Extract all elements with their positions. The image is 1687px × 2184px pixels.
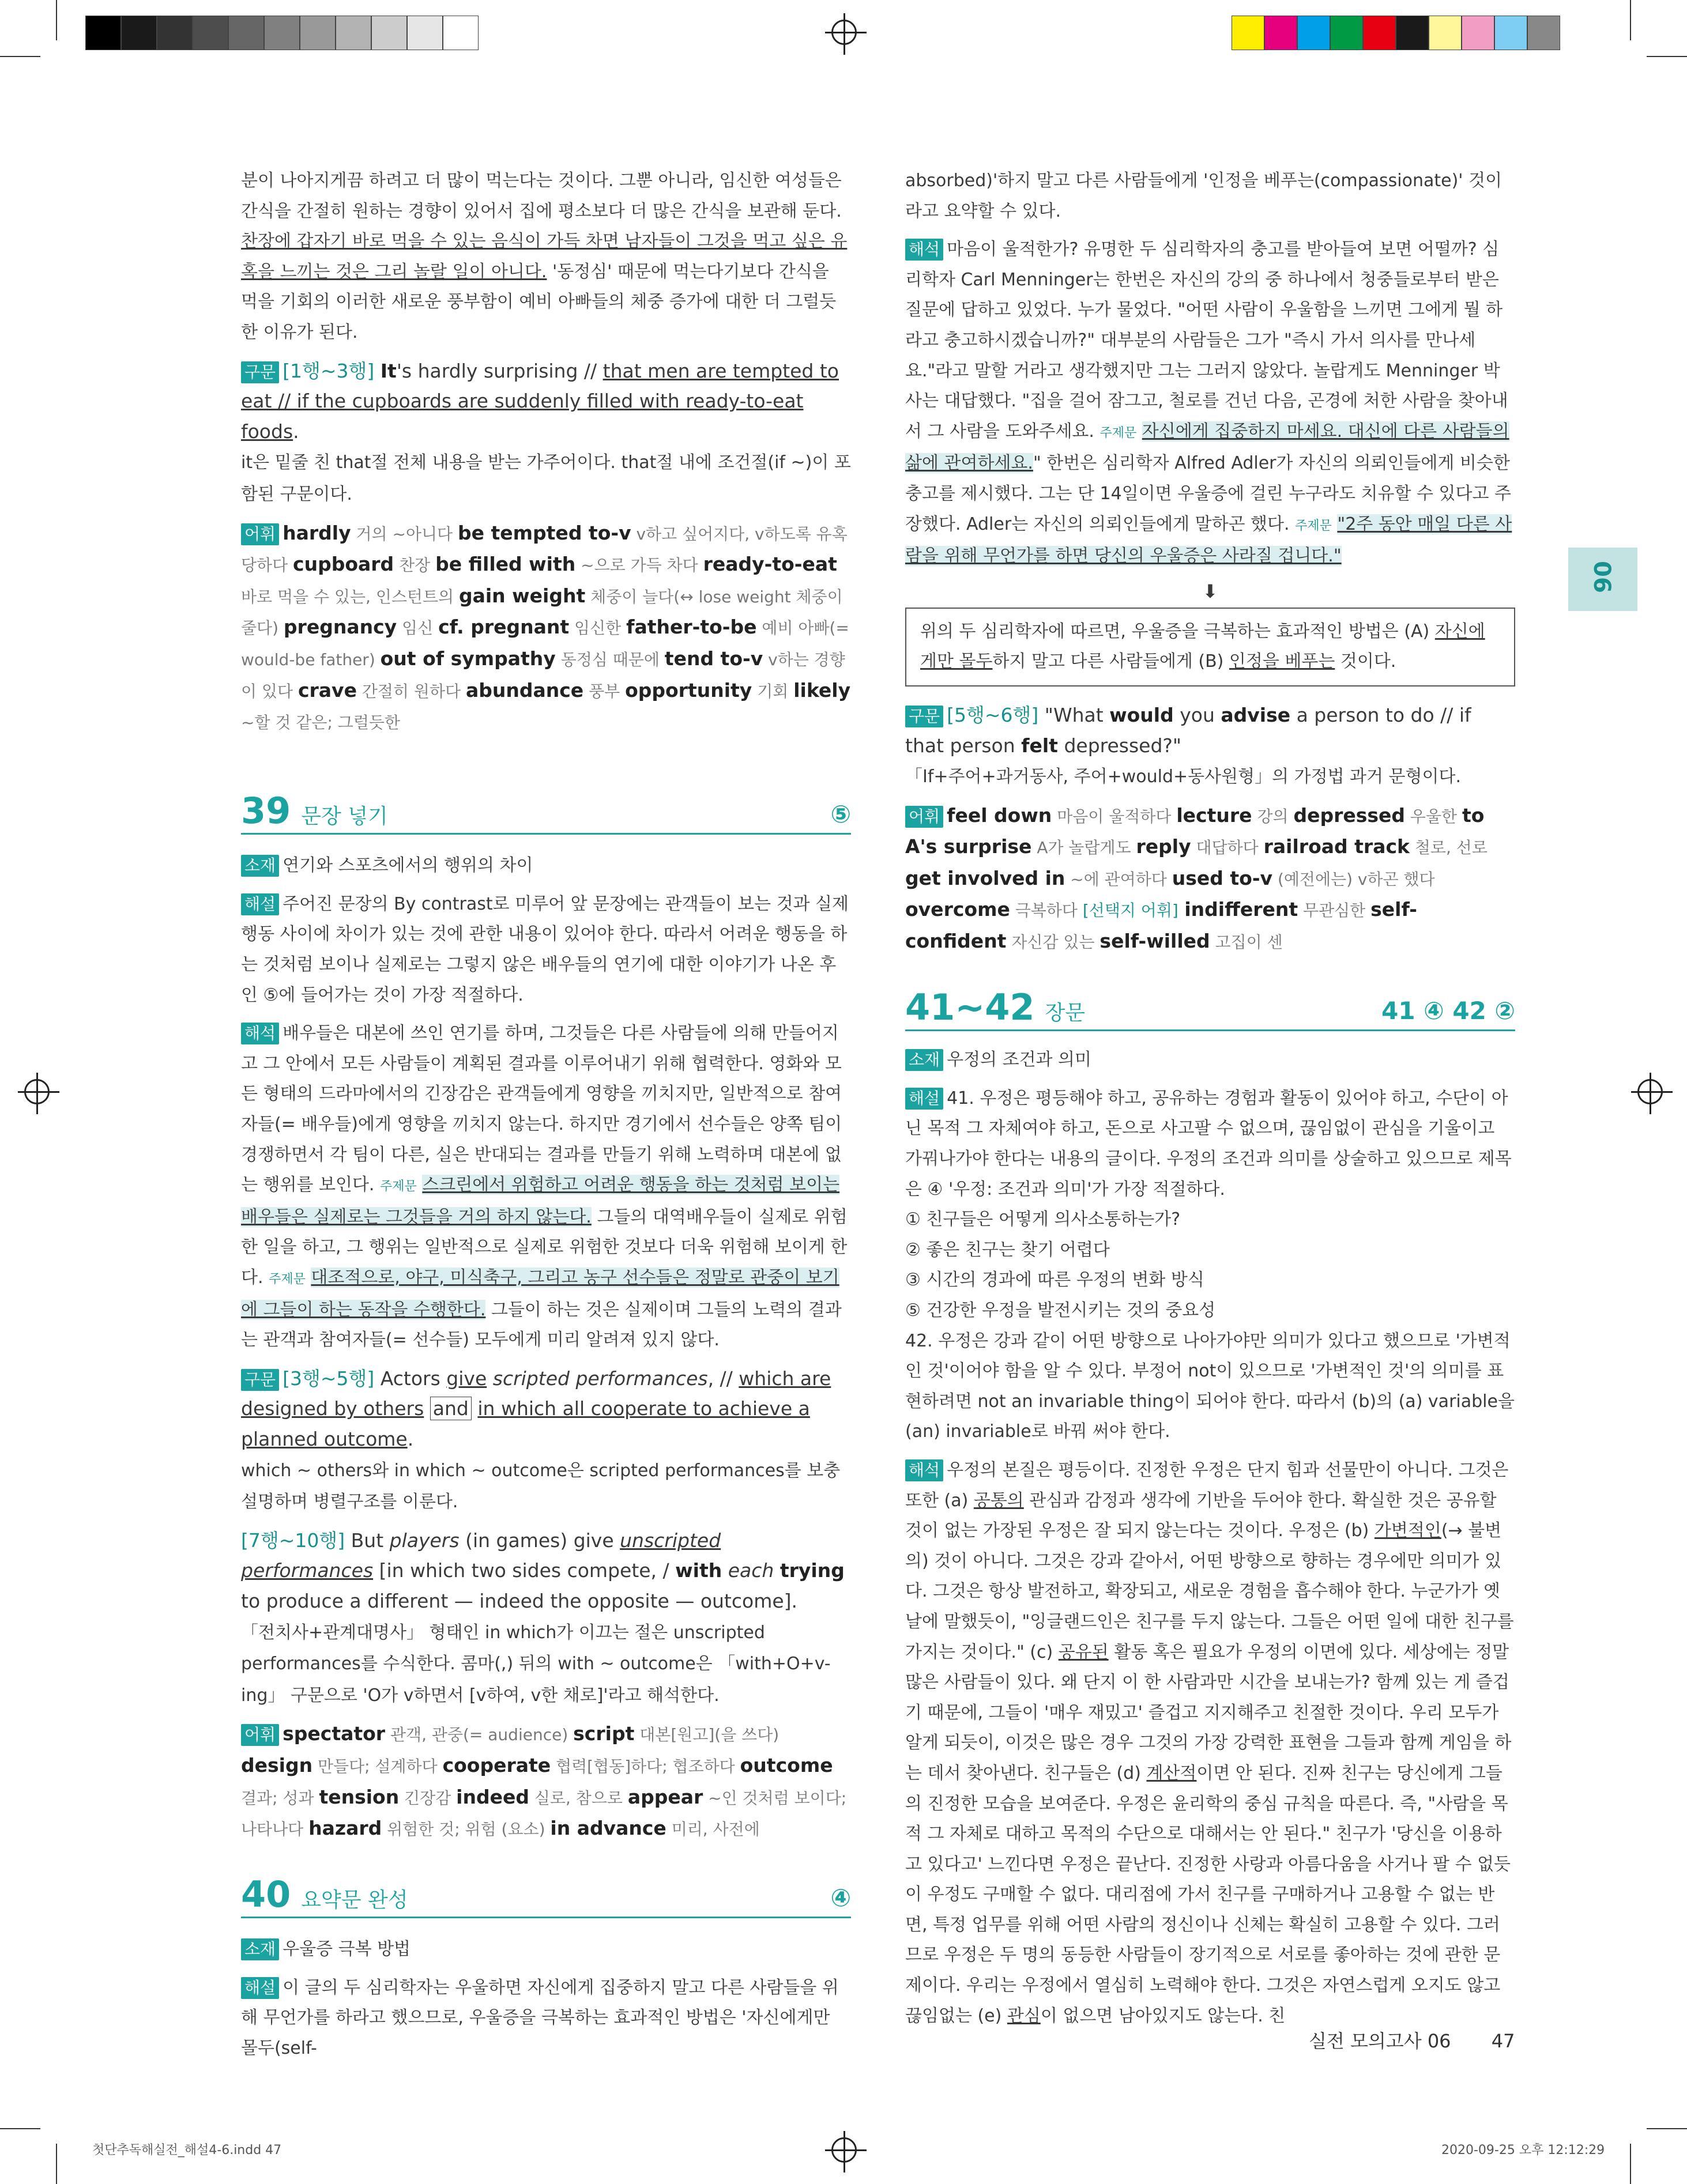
registration-mark-left-icon [24, 1079, 50, 1104]
color-swatch [1429, 16, 1462, 50]
right-column [905, 166, 1515, 2039]
book-title: 실전 모의고사 06 [1309, 2030, 1451, 2052]
vocab-40: 어휘 feel down 마음이 울적하다 lecture 강의 depressed 우울한 to A's surprise A가 놀랍게도 reply 대답하다 railroad track 철로, 선로 get involved in ~에 관여하다 used to-v (예전에는) v하곤 했다 overcome 극복하다 [선택지 어휘] indifferent 무관심한 self-confident 자신감 있는 self-willed 고집이 센 [905, 804, 1488, 953]
haeseol-42: 42. 우정은 강과 같이 어떤 방향으로 나아가야만 의미가 있다고 했으므로 '가변적인 것'이어야 함을 알 수 있다. 부정어 not이 있으므로 '가변적인 것'의 의미를 표현하려면 not an invariable thing이 되어야 한다. 따라서 (b)의 (a) variable을 (an) invariable로 바꿔 써야 한다. [905, 1330, 1515, 1442]
vocab-block [241, 518, 851, 738]
answer-41-42: 41 ④ 42 ② [1381, 996, 1515, 1025]
crop-mark [1630, 2144, 1631, 2184]
haeseol-40: 해설 이 글의 두 심리학자는 우울하면 자신에게 집중하지 말고 다른 사람들을 위해 무언가를 하라고 했으므로, 우울증을 극복하는 효과적인 방법은 '자신에게만 몰두(self- [241, 1977, 839, 2059]
gray-swatch [336, 16, 371, 50]
haeseok-41: 해석 우정의 본질은 평등이다. 진정한 우정은 단지 힘과 선물만이 아니다. 그것은 또한 (a) 공통의 관심과 감정과 생각에 기반을 두어야 한다. 확실한 것은 공유할 것이 없는 가장된 우정은 잘 되지 않는다는 것이다. 우정은 (b) 가변적인(→ 불변의) 것이 아니다. 그것은 강과 같아서, 어떤 방향으로 향하는 경우에만 의미가 있다. 그것은 항상 발전하고, 확장되고, 새로운 경험을 흡수해야 한다. 누군가가 옛날에 말했듯이, "잉글랜드인은 친구를 두지 않는다. 그들은 어떤 일에 대한 친구를 가지는 것이다." (c) 공유된 활동 혹은 필요가 우정의 이면에 있다. 세상에는 정말 많은 사람들이 있다. 왜 단지 이 한 사람과만 시간을 보내는가? 함께 있는 게 즐겁기 때문에, 그들이 '매우 재밌고' 즐겁고 지지해주고 친절한 것이다. 우리 모두가 알게 되듯이, 이것은 많은 경우 그것의 가장 강력한 표현을 그들과 함께 게임을 하는 데서 찾아낸다. 친구들은 (d) 계산적이면 안 된다. 진짜 친구는 당신에게 그들의 진정한 모습을 보여준다. 우정은 윤리학의 중심 규칙을 따른다. 즉, "사람을 목적 그 자체로 대하고 목적의 수단으로 대해서는 안 된다." 친구가 '당신을 이용하고 있다고' 느낀다면 우정은 끝난다. 진정한 사랑과 아름다움을 사거나 팔 수 없듯이 우정도 구매할 수 없다. 대리점에 가서 친구를 구매하거나 고용할 수 없는 반면, 특정 업무를 위해 어떤 사람의 정신이나 신체는 확실히 고용할 수 있다. 그러므로 우정은 두 명의 동등한 사람들이 장기적으로 서로를 좋아하는 것에 관한 문제이다. 우리는 우정에서 열심히 노력해야 한다. 그것은 자연스럽게 오지도 않고 끊임없는 (e) 관심이 없으면 남아있지도 않는다. 친 [905, 1459, 1514, 2026]
crop-mark [1647, 56, 1687, 57]
vocab-item: lecture 강의 [1176, 804, 1294, 827]
gray-swatch [300, 16, 336, 50]
vocab-item: design 만들다; 설계하다 [241, 1753, 443, 1776]
sojae-41: 소재 우정의 조건과 의미 [905, 1045, 1515, 1076]
answer-40: ④ [830, 1883, 851, 1912]
print-date: 2020-09-25 오후 12:12:29 [1441, 2143, 1605, 2157]
gumun-39-b: [7행~10행] But players (in games) give unscripted performances [in which two sides compete, / with each trying to produce a different — indeed the opposite — outcome]. 「전치사+관계대명사」 형태인 in which가 이끄는 절은 unscripted performances를 수식한다. 콤마(,) 뒤의 with ~ outcome은 「with+O+v-ing」 구문으로 'O가 v하면서 [v하여, v한 채로]'라고 해석한다. [241, 1529, 845, 1706]
side-tab-label: 06 [1588, 561, 1615, 593]
vocab-item: abundance 풍부 [465, 678, 626, 701]
summary-box: 위의 두 심리학자에 따르면, 우울증을 극복하는 효과적인 방법은 (A) 자신에게만 몰두하지 말고 다른 사람들에게 (B) 인정을 베푸는 것이다. [905, 608, 1515, 686]
question-40-header: 40 요약문 완성 ④ [241, 1880, 851, 1919]
registration-mark-right-icon [1637, 1079, 1663, 1104]
vocab-tag: 어휘 [241, 523, 279, 545]
option-item: ⑤ 건강한 우정을 발전시키는 것의 중요성 [905, 1300, 1216, 1321]
down-arrow-icon: ⬇ [1202, 580, 1218, 602]
haeseok-40: 해석 마음이 울적한가? 유명한 두 심리학자의 충고를 받아들여 보면 어떨까? 심리학자 Carl Menninger는 한번은 자신의 강의 중 하나에서 청중들로부터 받은 질문에 답하고 있었다. 누가 물었다. "어떤 사람이 우울함을 느끼면 그에게 뭘 하라고 충고하시겠습니까?" 대부분의 사람들은 그가 "즉시 가서 의사를 만나세요."라고 말할 거라고 생각했지만 그는 그러지 않았다. 놀랍게도 Menninger 박사는 대답했다. "집을 걸어 잠그고, 철로를 건넌 다음, 곤경에 처한 사람을 찾아내서 그 사람을 도와주세요. 주제문 자신에게 집중하지 마세요. 대신에 다른 사람들의 삶에 관여하세요." 한번은 심리학자 Alfred Adler가 자신의 의뢰인들에게 비슷한 충고를 제시했다. 그는 단 14일이면 우울증에 걸린 누구라도 치유할 수 있다고 주장했다. Adler는 자신의 의뢰인들에게 말하곤 했다. 주제문 "2주 동안 매일 다른 사람을 위해 무언가를 하면 당신의 우울증은 사라질 겁니다." [905, 239, 1512, 567]
gray-swatch [264, 16, 300, 50]
color-swatch [1264, 16, 1297, 50]
print-file-name: 첫단추독해실전_해설4-6.indd 47 [92, 2143, 282, 2157]
haeseol-40-cont: absorbed)'하지 말고 다른 사람들에게 '인정을 베푸는(compassionate)' 것이라고 요약할 수 있다. [905, 171, 1503, 221]
vocab-item: tend to-v v하는 경향이 있다 [241, 647, 845, 701]
color-swatch [1297, 16, 1330, 50]
vocab-39: 어휘 spectator 관객, 관중(= audience) script 대본[원고](을 쓰다) design 만들다; 설계하다 cooperate 협력[협동]하다; 협조하다 outcome 결과; 성과 tension 긴장감 indeed 실로, 참으로 appear ~인 것처럼 보이다; 나타나다 hazard 위험한 것; 위험 (요소) in advance 미리, 사전에 [241, 1722, 847, 1840]
vocab-item: used to-v (예전에는) v하곤 했다 [1172, 866, 1435, 889]
vocab-item: hardly 거의 ~아니다 [283, 521, 458, 544]
vocab-item: cf. pregnant 임신한 [438, 616, 627, 639]
question-41-42-header: 41~42 장문 41 ④ 42 ② [905, 993, 1515, 1032]
vocab-item: be filled with ~으로 가득 차다 [435, 553, 703, 576]
haeseol-41: 해설 41. 우정은 평등해야 하고, 공유하는 경험과 활동이 있어야 하고, 수단이 아닌 목적 그 자체여야 하고, 돈으로 사고팔 수 없으며, 끊임없이 관심을 기울이고 가꿔나가야 한다는 내용의 글이다. 우정의 조건과 의미를 상술하고 있으므로 제목은 ④ '우정: 조건과 의미'가 가장 적절하다. [905, 1088, 1512, 1199]
vocab-item: gain weight 체중이 늘다(↔ lose weight 체중이 줄다) [241, 584, 843, 638]
vocab-item: script 대본[원고](을 쓰다) [573, 1722, 780, 1745]
answer-39: ⑤ [830, 799, 851, 828]
crop-mark [56, 2144, 57, 2184]
gray-swatch [371, 16, 407, 50]
vocab-item: get involved in ~에 관여하다 [905, 866, 1172, 889]
gray-swatch [157, 16, 193, 50]
vocab-item: ready-to-eat 바로 먹을 수 있는, 인스턴트의 [241, 553, 837, 606]
vocab-item: self-confident 자신감 있는 [905, 898, 1417, 953]
page-footer [1309, 2027, 1515, 2053]
vocab-item: in advance 미리, 사전에 [550, 1817, 760, 1840]
vocab-item: appear ~인 것처럼 보이다; 나타나다 [241, 1785, 847, 1839]
sojae-39: 소재 연기와 스포츠에서의 행위의 차이 [241, 851, 851, 881]
vocab-item: hazard 위험한 것; 위험 (요소) [308, 1817, 551, 1840]
vocab-item: railroad track 철로, 선로 [1263, 835, 1488, 858]
gray-swatch [407, 16, 443, 50]
gray-swatch [443, 16, 479, 50]
vocab-item: reply 대답하다 [1136, 835, 1264, 858]
vocab-item: feel down 마음이 울적하다 [947, 804, 1177, 827]
vocab-item: overcome 극복하다 [905, 898, 1083, 921]
vocab-item: likely ~할 것 같은; 그럴듯한 [241, 678, 851, 733]
color-swatch [1363, 16, 1396, 50]
vocab-item: indifferent 무관심한 [1184, 898, 1371, 921]
gumun-block: 구문 [1행~3행] It's hardly surprising // that men are tempted to eat // if the cupboards are suddenly filled with ready-to-eat foods. it은 밑줄 친 that절 전체 내용을 받는 가주어이다. that절 내에 조건절(if ~)이 포함된 구문이다. [241, 359, 851, 504]
vocab-item: cupboard 찬장 [293, 553, 436, 576]
vocab-item: self-willed 고집이 센 [1099, 930, 1283, 953]
page-number: 47 [1491, 2030, 1515, 2052]
color-swatch [1462, 16, 1494, 50]
color-swatch [1232, 16, 1264, 50]
gumun-39: 구문 [3행~5행] Actors give scripted performances, // which are designed by others and in which all cooperate to achieve a planned outcome. which ~ others와 in which ~ outcome은 scripted performances를 보충 설명하며 병렬구조를 이룬다. [241, 1367, 841, 1512]
gumun-tag: 구문 [241, 361, 279, 383]
vocab-item: out of sympathy 동정심 때문에 [380, 647, 665, 670]
haeseok-39: 해석 배우들은 대본에 쓰인 연기를 하며, 그것들은 다른 사람들에 의해 만들어지고 그 안에서 모든 사람들이 계획된 결과를 이루어내기 위해 협력한다. 영화와 모든 형태의 드라마에서의 긴장감은 관객들에게 영향을 끼치지만, 일반적으로 참여자들(= 배우들)에게 영향을 끼치지 않는다. 하지만 경기에서 선수들은 양쪽 팀이 경쟁하면서 각 팀이 다른, 실은 반대되는 결과를 만들기 위해 노력하며 대본에 없는 행위를 보인다. 주제문 스크린에서 위험하고 어려운 행동을 하는 것처럼 보이는 배우들은 실제로는 그것들을 거의 하지 않는다. 그들의 대역배우들이 실제로 위험한 일을 하고, 그 행위는 일반적으로 실제로 위험한 것보다 더욱 위험해 보이게 한다. 주제문 대조적으로, 야구, 미식축구, 그리고 농구 선수들은 정말로 관중이 보기에 그들이 하는 동작을 수행한다. 그들이 하는 것은 실제이며 그들의 노력의 결과는 관객과 참여자들(= 선수들) 모두에게 미리 알려져 있지 않다. [241, 1023, 848, 1351]
vocab-item: outcome 결과; 성과 [241, 1753, 833, 1808]
gray-swatch [193, 16, 228, 50]
gumun-note: it은 밑줄 친 that절 전체 내용을 받는 가주어이다. that절 내에 조건절(if ~)이 포함된 구문이다. [241, 452, 851, 504]
sojae-40: 소재 우울증 극복 방법 [241, 1934, 851, 1965]
vocab-item: depressed 우울한 [1293, 804, 1462, 827]
crop-mark [1630, 0, 1631, 40]
vocab-item: father-to-be 예비 아빠(= would-be father) [241, 616, 849, 669]
vocab-item: indeed 실로, 참으로 [456, 1785, 628, 1808]
intro-paragraph: 분이 나아지게끔 하려고 더 많이 먹는다는 것이다. 그뿐 아니라, 임신한 여성들은 간식을 간절히 원하는 경향이 있어서 집에 평소보다 더 많은 간식을 보관해 둔다. 찬장에 갑자기 바로 먹을 수 있는 음식이 가득 차면 남자들이 그것을 먹고 싶은 유혹을 느끼는 것은 그리 놀랄 일이 아니다. '동정심' 때문에 먹는다기보다 간식을 먹을 기회의 이러한 새로운 풍부함이 예비 아빠들의 체중 증가에 대한 더 그럴듯한 이유가 된다. [241, 171, 848, 342]
question-39-header: 39 문장 넣기 ⑤ [241, 796, 851, 835]
color-swatch [1527, 16, 1560, 50]
gray-swatch [121, 16, 157, 50]
option-list [905, 1205, 1515, 1326]
registration-mark-bottom-icon [831, 2137, 857, 2163]
crop-mark [0, 2128, 40, 2129]
crop-mark [0, 56, 40, 57]
option-item: ③ 시간의 경과에 따른 우정의 변화 방식 [905, 1270, 1204, 1291]
gray-swatch [228, 16, 264, 50]
option-item: ① 친구들은 어떻게 의사소통하는가? [905, 1209, 1181, 1230]
color-swatch [1330, 16, 1363, 50]
side-tab [1568, 548, 1637, 611]
vocab-item: pregnancy 임신 [283, 616, 439, 639]
vocab-item: crave 간절히 원하다 [298, 678, 466, 701]
vocab-item: be tempted to-v v하고 싶어지다, v하도록 유혹당하다 [241, 521, 848, 575]
vocab-item: opportunity 기회 [625, 678, 794, 701]
color-swatch [1494, 16, 1527, 50]
left-column [241, 166, 851, 2072]
color-swatch [1396, 16, 1429, 50]
registration-mark-top-icon [831, 20, 857, 45]
gray-swatch [85, 16, 121, 50]
crop-mark [1647, 2128, 1687, 2129]
haeseol-39: 해설 주어진 문장의 By contrast로 미루어 앞 문장에는 관객들이 보는 것과 실제 행동 사이에 차이가 있는 것에 관한 내용이 있어야 한다. 따라서 어려운 행동을 하는 것처럼 보이나 실제로는 그렇지 않은 배우들의 연기에 대한 이야기가 나온 후인 ⑤에 들어가는 것이 가장 적절하다. [241, 893, 849, 1005]
gumun-40: 구문 [5행~6행] "What would you advise a person to do // if that person felt depressed?" 「If+주어+과거동사, 주어+would+동사원형」의 가정법 과거 문형이다. [905, 703, 1471, 787]
vocab-item: tension 긴장감 [319, 1785, 457, 1808]
option-item: ② 좋은 친구는 찾기 어렵다 [905, 1239, 1110, 1260]
vocab-item: spectator 관객, 관중(= audience) [283, 1722, 574, 1745]
crop-mark [56, 0, 57, 40]
vocab-item: cooperate 협력[협동]하다; 협조하다 [442, 1753, 740, 1776]
vocab-item: to A's surprise A가 놀랍게도 [905, 804, 1485, 858]
vocab-list [241, 522, 850, 733]
